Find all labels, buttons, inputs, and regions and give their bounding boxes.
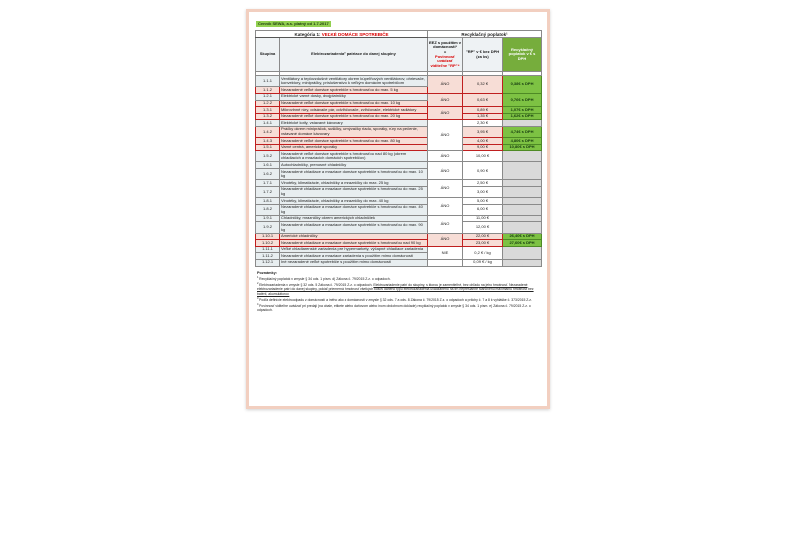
group-id-cell: 1.7.1 — [256, 180, 280, 187]
fee-inc-vat-cell — [503, 120, 542, 127]
description-cell: Nezaradené veľké domáce spotrebiče s hmotnosťou do max. 80 kg — [280, 138, 428, 145]
table-row — [256, 76, 542, 87]
fee-ex-vat-cell: 3,95 € — [463, 126, 503, 137]
group-id-cell: 1.2.1 — [256, 93, 280, 100]
document-page — [246, 9, 550, 409]
table-row — [256, 93, 542, 100]
fee-ex-vat-cell: 0,09 € / kg — [463, 259, 503, 266]
description-cell: Veľké chladiarenské zariadenia pre hypermarkety, výčapné chladiace zariadenia — [280, 246, 428, 253]
fee-ex-vat-cell: 2,30 € — [463, 120, 503, 127]
eez-household-cell: ÁNO — [428, 76, 463, 94]
footnote-item: $^4$ Povinnosť viditeľne uvádzať pri predaji (na obale, etikete alebo daňovom alebo inom obdobnom doklade) recyklačný poplatok v zmysle § 34 ods. 1 písm. e) Zákona č. 79/2015 Z.z. o odpadoch. — [257, 302, 531, 313]
fee-ex-vat-cell: 0,2 € / kg — [463, 246, 503, 259]
fee-ex-vat-cell: 2,50 € — [463, 180, 503, 187]
eez-household-cell: ÁNO — [428, 215, 463, 233]
group-id-cell: 1.9.2 — [256, 222, 280, 233]
table-row — [256, 107, 542, 114]
fee-ex-vat-cell: 22,00 € — [463, 233, 503, 240]
category-name: VEĽKÉ DOMÁCE SPOTREBIČE — [321, 31, 389, 37]
table-row — [256, 151, 542, 162]
eez-household-cell: ÁNO — [428, 180, 463, 198]
description-cell: Nezaradené veľké domáce spotrebiče s hmotnosťou do max. 20 kg — [280, 113, 428, 120]
eez-header-line1: EEZ s použitím v domácnosti³ — [429, 39, 462, 50]
table-row — [256, 222, 542, 233]
eez-household-cell: ÁNO — [428, 162, 463, 180]
eez-header-equals: = — [443, 49, 447, 55]
table-row — [256, 138, 542, 145]
column-header-row — [256, 38, 542, 72]
eez-household-cell: ÁNO — [428, 233, 463, 246]
eez-household-cell: ÁNO — [428, 93, 463, 106]
fee-ex-vat-cell: 11,00 € — [463, 215, 503, 222]
footnote-item: $^2$ Elektrozariadenia v zmysle § 32 ods. 5 Zákona č. 79/2015 Z.z. o odpadoch. Elektrozariadenie patrí do skupiny, s ktorou je zameniteľné, bez ohľadu na jeho hmotnosť. Nezaradené elektrozariadenie patrí do danej skupiny, pokiaľ priemerná hmotnosť všetkých kusov daného typu elektrozariadenia uvádzaného na trh nepresiahne stanovenú maximálnu hmotnosť bez batérií, akumulátorov. — [257, 281, 534, 296]
column-header-rp: "RP" v € bez DPH (za ks) — [463, 38, 503, 72]
eez-household-cell: ÁNO — [428, 107, 463, 120]
category-header-row — [256, 31, 542, 38]
fee-ex-vat-cell: 0,90 € — [463, 162, 503, 180]
fee-inc-vat-cell — [503, 259, 542, 266]
description-cell: Chladničky, mrazničky okrem amerických chladničiek — [280, 215, 428, 222]
fee-ex-vat-cell: 4,00 € — [463, 138, 503, 145]
group-id-cell: 1.3.2 — [256, 113, 280, 120]
fee-inc-vat-cell — [503, 215, 542, 222]
fee-ex-vat-cell: 5,00 € — [463, 198, 503, 205]
footnotes-list — [257, 276, 539, 313]
fee-table — [255, 30, 542, 267]
fee-ex-vat-cell: 0,32 € — [463, 76, 503, 94]
description-cell: Ventilátory a teplovzdušné ventilátory okrem kúpeľňových ventilátorov, ohrievače, konvektory, minipráčky, príslušenstvo k veľkým domácim spotrebičom — [280, 76, 428, 87]
group-id-cell: 1.5.2 — [256, 151, 280, 162]
description-cell: Nezaradené chladiace a mraziace zariadenia s použitím mimo domácnosti — [280, 253, 428, 260]
fee-inc-vat-cell: 10,80€ s DPH — [503, 144, 542, 151]
group-id-cell: 1.8.2 — [256, 204, 280, 215]
fee-inc-vat-cell: 1,07€ s DPH — [503, 107, 542, 114]
column-header-eez — [428, 38, 463, 72]
fee-inc-vat-cell: 0,76€ s DPH — [503, 93, 542, 106]
table-row — [256, 246, 542, 253]
group-id-cell: 1.5.1 — [256, 144, 280, 151]
eez-household-cell — [428, 259, 463, 266]
table-row — [256, 204, 542, 215]
table-row — [256, 198, 542, 205]
eez-household-cell: ÁNO — [428, 151, 463, 162]
description-cell: Nezaradené chladiace a mraziace domáce spotrebiče s hmotnosťou do max. 90 kg — [280, 222, 428, 233]
fee-inc-vat-cell: 0,38€ s DPH — [503, 76, 542, 94]
table-row — [256, 120, 542, 127]
eez-header-line2: Povinnosť uvádzať viditeľne "RP"⁴ — [430, 53, 460, 68]
table-row — [256, 259, 542, 266]
fee-ex-vat-cell: 6,00 € — [463, 204, 503, 215]
group-id-cell: 1.11.2 — [256, 253, 280, 260]
group-id-cell: 1.9.1 — [256, 215, 280, 222]
group-id-cell: 1.11.1 — [256, 246, 280, 253]
description-cell: Elektrické varné dosky, dvojplatničky — [280, 93, 428, 100]
table-row — [256, 233, 542, 240]
group-id-cell: 1.10.2 — [256, 240, 280, 247]
table-row — [256, 144, 542, 151]
group-id-cell: 1.12.1 — [256, 259, 280, 266]
group-id-cell: 1.1.2 — [256, 87, 280, 94]
description-cell: Elektrické kotly, vstavané kávovary — [280, 120, 428, 127]
group-id-cell: 1.1.1 — [256, 76, 280, 87]
fee-ex-vat-cell: 0,89 € — [463, 107, 503, 114]
description-cell: Nezaradené chladiace a mraziace domáce spotrebiče s hmotnosťou do max. 10 kg — [280, 169, 428, 180]
group-id-cell: 1.6.2 — [256, 169, 280, 180]
table-row — [256, 180, 542, 187]
table-row — [256, 113, 542, 120]
description-cell: Nezaradené chladiace a mraziace domáce spotrebiče s hmotnosťou do max. 40 kg — [280, 204, 428, 215]
column-header-description: Elektrozariadenia² patriace do danej skupiny — [280, 38, 428, 72]
fee-inc-vat-cell — [503, 151, 542, 162]
group-id-cell: 1.10.1 — [256, 233, 280, 240]
category-header — [256, 31, 428, 38]
fee-inc-vat-cell — [503, 180, 542, 187]
footnote-item: $^3$ Podľa definície elektroodpadu z domácností a iného ako z domácností v zmysle § 32 ods. 7 a ods. 8 Zákona č. 79/2015 Z.z. o odpadoch a prílohy č. 7 a 8 k vyhláške č. 373/2015 Z.z. — [257, 296, 532, 302]
fee-inc-vat-cell — [503, 222, 542, 233]
fee-ex-vat-cell: 3,00 € — [463, 186, 503, 197]
fee-inc-vat-cell — [503, 246, 542, 259]
fee-inc-vat-cell — [503, 204, 542, 215]
group-id-cell: 1.2.2 — [256, 100, 280, 107]
group-id-cell: 1.7.2 — [256, 186, 280, 197]
group-id-cell: 1.4.3 — [256, 138, 280, 145]
group-id-cell: 1.3.1 — [256, 107, 280, 114]
category-label: Kategória 1: — [294, 31, 321, 37]
footnotes-title: Poznámky: — [257, 270, 278, 275]
fee-ex-vat-cell: 12,00 € — [463, 222, 503, 233]
fee-ex-vat-cell: 0,63 € — [463, 93, 503, 106]
group-id-cell: 1.4.2 — [256, 126, 280, 137]
description-cell: Nezaradené veľké domáce spotrebiče s hmotnosťou do max. 5 kg — [280, 87, 428, 94]
column-header-dph: Recyklačný poplatok v € s DPH — [503, 38, 542, 72]
fee-ex-vat-cell: 10,00 € — [463, 151, 503, 162]
eez-household-cell: ÁNO — [428, 120, 463, 151]
fee-table-body — [256, 72, 542, 266]
fee-table-header — [256, 31, 542, 72]
group-id-cell: 1.6.1 — [256, 162, 280, 169]
fee-inc-vat-cell: 4,74€ s DPH — [503, 126, 542, 137]
footnotes — [257, 271, 539, 313]
table-row — [256, 126, 542, 137]
table-row — [256, 215, 542, 222]
eez-household-cell: ÁNO — [428, 198, 463, 216]
description-cell: Nezaradené veľké domáce spotrebiče s hmotnosťou nad 80 kg (okrem chladiacich a mraziacich domácich spotrebičov) — [280, 151, 428, 162]
description-cell: Práčky okrem minipráčok, sušičky, umývačky riadu, sporáky, rúry na pečenie, vstavané domáce kávovary — [280, 126, 428, 137]
description-cell: Vinotéky, klimatizácie, chladničky a mrazničky do max. 40 kg — [280, 198, 428, 205]
description-cell: Vinotéky, klimatizácie, chladničky a mrazničky do max. 25 kg — [280, 180, 428, 187]
description-cell: Varné centrá, americké sporáky — [280, 144, 428, 151]
fee-ex-vat-cell: 1,35 € — [463, 113, 503, 120]
fee-ex-vat-cell: 9,00 € — [463, 144, 503, 151]
description-cell: Mikrovlnné rúry, odsávače pár, odvlhčovače, zvlhčovače, elektrické radiátory — [280, 107, 428, 114]
table-row — [256, 162, 542, 169]
description-cell: Americké chladničky — [280, 233, 428, 240]
description-cell: Iné nezaradené veľké spotrebiče s použitím mimo domácnosti — [280, 259, 428, 266]
fee-inc-vat-cell: 26,40€ s DPH — [503, 233, 542, 240]
fee-inc-vat-cell — [503, 186, 542, 197]
fee-title: Recyklačný poplatok¹ — [428, 31, 542, 38]
description-cell: Autochladničky, prenosné chladničky — [280, 162, 428, 169]
footnote-item: $^1$ Recyklačný poplatok v zmysle § 34 ods. 1 písm. d) Zákona č. 79/2015 Z.z. o odpadoch. — [257, 275, 391, 281]
eez-household-cell: NIE — [428, 246, 463, 259]
fee-inc-vat-cell: 4,80€ s DPH — [503, 138, 542, 145]
table-row — [256, 240, 542, 247]
description-cell: Nezaradené veľké domáce spotrebiče s hmotnosťou do max. 10 kg — [280, 100, 428, 107]
fee-inc-vat-cell: 1,62€ s DPH — [503, 113, 542, 120]
fee-inc-vat-cell: 27,60€ s DPH — [503, 240, 542, 247]
group-id-cell: 1.4.1 — [256, 120, 280, 127]
table-row — [256, 186, 542, 197]
fee-inc-vat-cell — [503, 162, 542, 180]
fee-inc-vat-cell — [503, 198, 542, 205]
fee-ex-vat-cell: 23,00 € — [463, 240, 503, 247]
group-id-cell: 1.8.1 — [256, 198, 280, 205]
description-cell: Nezaradené chladiace a mraziace domáce spotrebiče s hmotnosťou do max. 25 kg — [280, 186, 428, 197]
price-list-validity-badge: Cenník SEWA, a.s. platný od 1.7.2017 — [258, 21, 329, 26]
column-header-group: Skupina — [256, 38, 280, 72]
description-cell: Nezaradené chladiace a mraziace domáce spotrebiče s hmotnosťou nad 90 kg — [280, 240, 428, 247]
